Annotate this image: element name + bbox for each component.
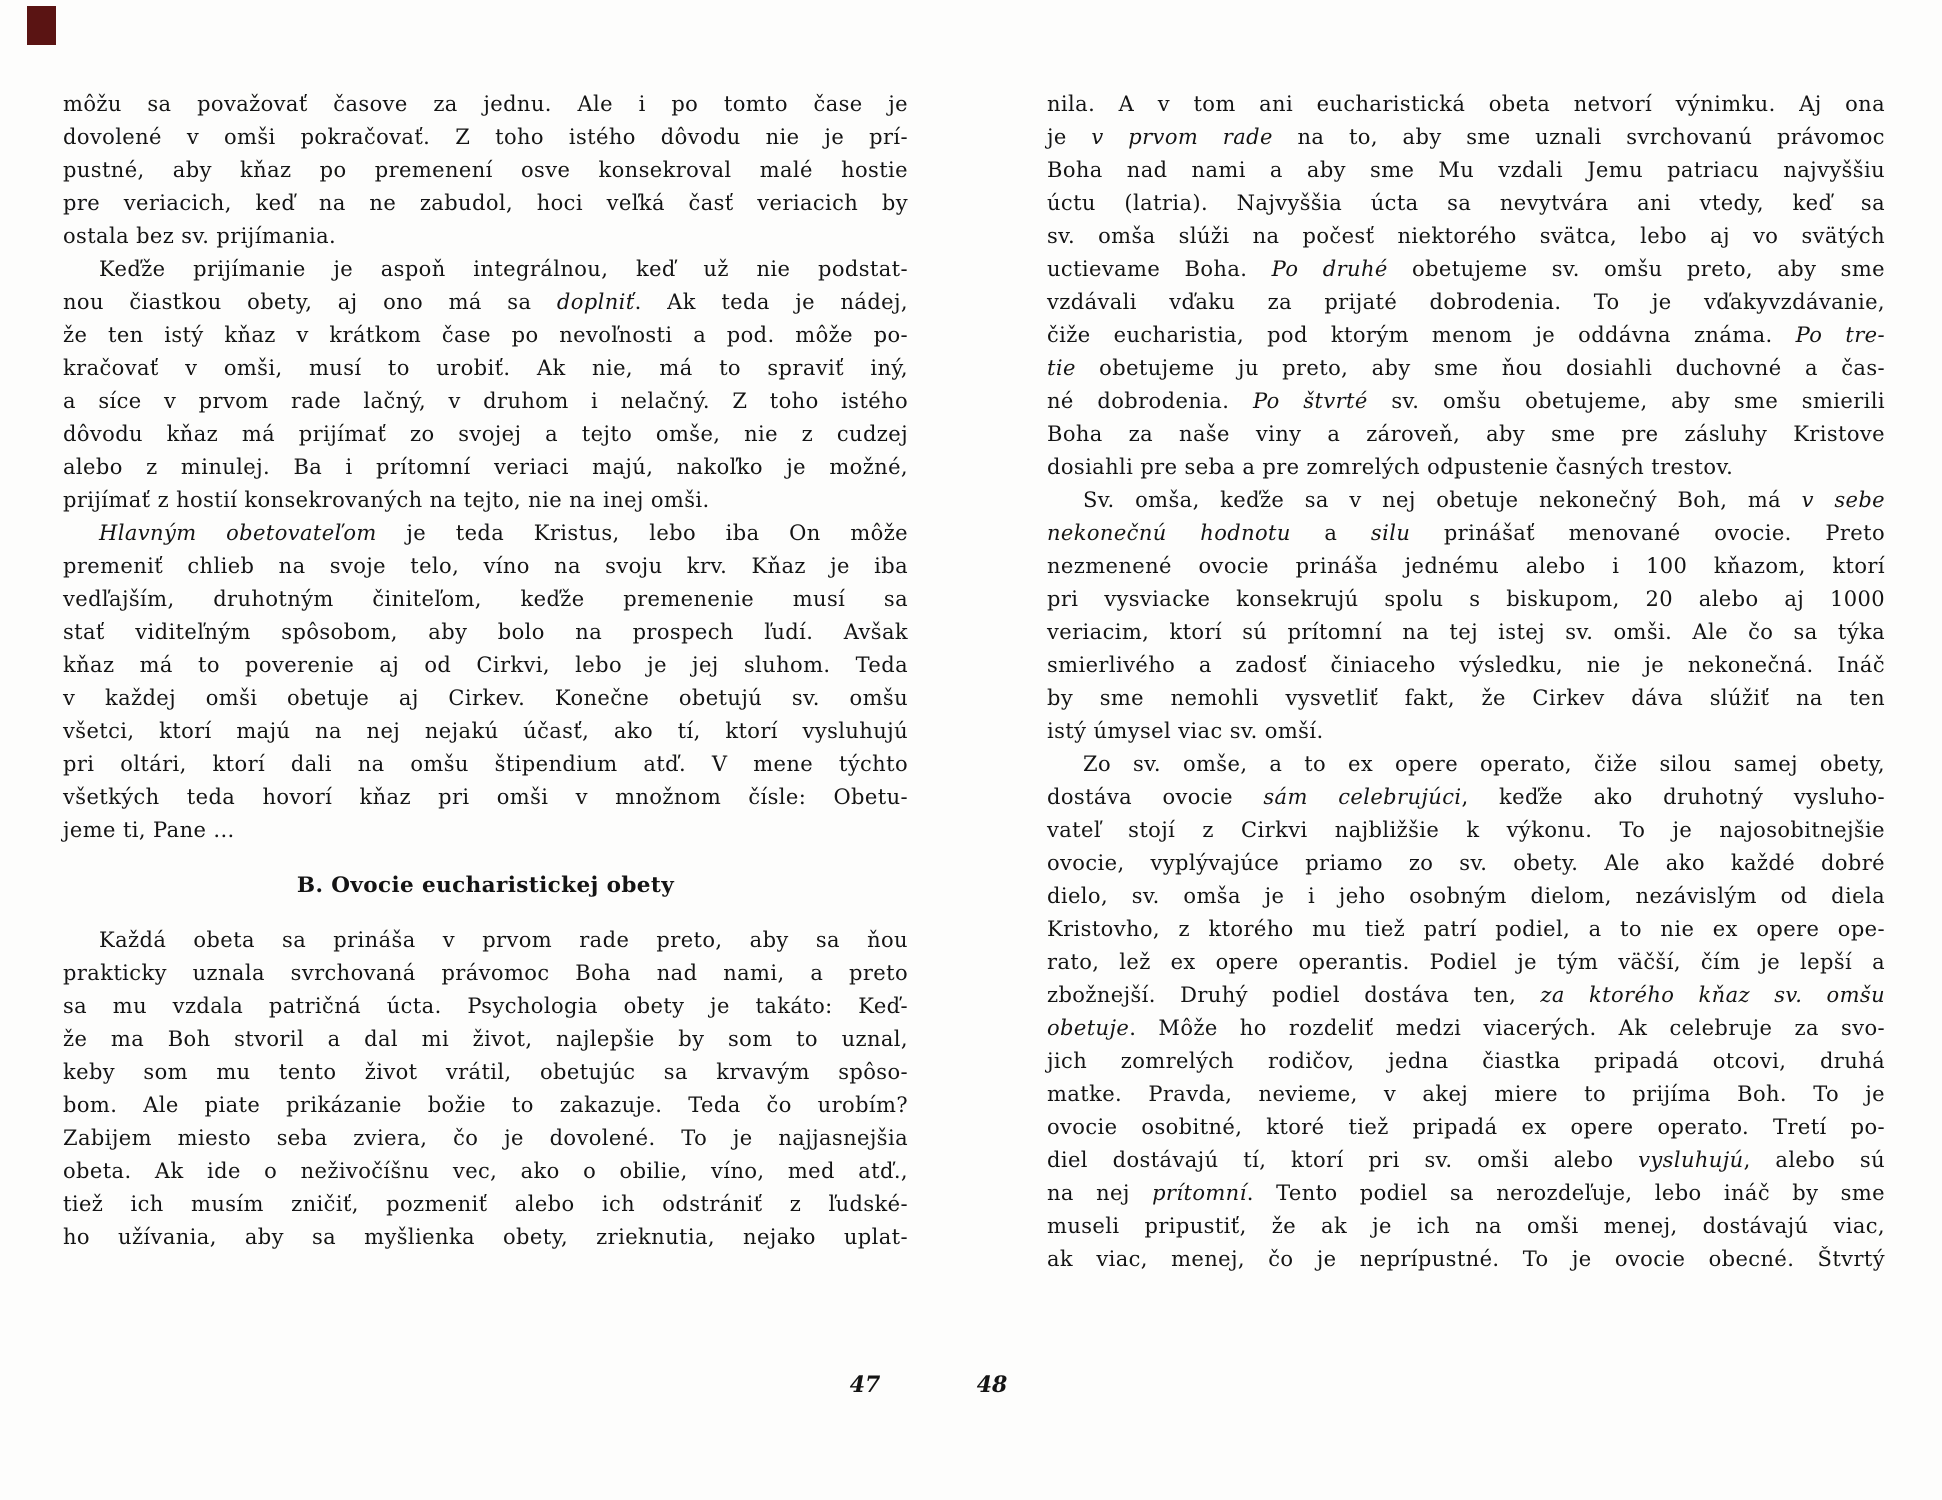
- text-line: [63, 286, 908, 319]
- text-line: [1047, 616, 1885, 649]
- text-run: a síce v prvom rade lačný, v druhom i nelačný. Z toho istého: [63, 389, 908, 413]
- text-run: diel dostávajú tí, ktorí pri sv. omši alebo: [1047, 1148, 1639, 1172]
- text-run: ostala bez sv. prijímania.: [63, 224, 337, 248]
- italic-text-run: prítomní: [1152, 1181, 1247, 1205]
- text-line: [1047, 1243, 1885, 1276]
- text-run: je: [1047, 125, 1092, 149]
- text-line: [1047, 748, 1885, 781]
- text-line: [63, 1155, 908, 1188]
- italic-text-run: silu: [1370, 521, 1411, 545]
- text-line: [1047, 1177, 1885, 1210]
- text-run: môžu sa považovať časove za jednu. Ale i po tomto čase je: [63, 92, 908, 116]
- text-line: [63, 418, 908, 451]
- text-run: Sv. omša, keďže sa v nej obetuje nekonečný Boh, má: [1083, 488, 1802, 512]
- text-line: [1047, 649, 1885, 682]
- italic-text-run: Po tre-: [1795, 323, 1885, 347]
- text-line: [1047, 1078, 1885, 1111]
- text-line: [63, 319, 908, 352]
- text-line: [63, 187, 908, 220]
- text-line: [63, 649, 908, 682]
- text-line: [1047, 847, 1885, 880]
- text-run: pre veriacich, keď na ne zabudol, hoci veľká časť veriacich by: [63, 191, 908, 215]
- text-run: dôvodu kňaz má prijímať zo svojej a tejto omše, nie z cudzej: [63, 422, 908, 446]
- text-line: [1047, 946, 1885, 979]
- text-line: [63, 748, 908, 781]
- text-run: ak viac, menej, čo je neprípustné. To je ovocie obecné. Štvrtý: [1047, 1247, 1885, 1271]
- text-run: nila. A v tom ani eucharistická obeta netvorí výnimku. Aj ona: [1047, 92, 1885, 116]
- text-run: úctu (latria). Najvyššia úcta sa nevytvára ani vtedy, keď sa: [1047, 191, 1885, 215]
- text-run: vzdávali vďaku za prijaté dobrodenia. To je vďakyvzdávanie,: [1047, 290, 1885, 314]
- text-run: čiže eucharistia, pod ktorým menom je oddávna známa.: [1047, 323, 1796, 347]
- text-run: že ten istý kňaz v krátkom čase po nevoľnosti a pod. môže po-: [63, 323, 908, 347]
- text-run: . Môže ho rozdeliť medzi viacerých. Ak celebruje za svo-: [1129, 1016, 1885, 1040]
- text-run: na nej: [1047, 1181, 1153, 1205]
- text-line: [1047, 220, 1885, 253]
- italic-text-run: tie: [1047, 356, 1076, 380]
- italic-text-run: Po druhé: [1271, 257, 1388, 281]
- text-line: [63, 1188, 908, 1221]
- italic-text-run: Po štvrté: [1252, 389, 1368, 413]
- text-run: zbožnejší. Druhý podiel dostáva ten,: [1047, 983, 1541, 1007]
- text-run: obetujeme ju preto, aby sme ňou dosiahli duchovné a čas-: [1075, 356, 1885, 380]
- text-run: istý úmysel viac sv. omší.: [1047, 719, 1324, 743]
- text-line: [63, 121, 908, 154]
- text-line: [1047, 187, 1885, 220]
- text-line: [63, 1023, 908, 1056]
- text-line: [63, 1056, 908, 1089]
- text-run: obetujeme sv. omšu preto, aby sme: [1387, 257, 1885, 281]
- text-run: sv. omšu obetujeme, aby sme smierili: [1367, 389, 1885, 413]
- text-line: [1047, 715, 1885, 748]
- text-line: [1047, 1111, 1885, 1144]
- text-run: v každej omši obetuje aj Cirkev. Konečne obetujú sv. omšu: [63, 686, 908, 710]
- text-line: [63, 583, 908, 616]
- red-corner-mark: [27, 6, 56, 45]
- right-page-text-column: [1047, 88, 1885, 1276]
- text-line: [1047, 253, 1885, 286]
- text-run: kňaz má to poverenie aj od Cirkvi, lebo je jej sluhom. Teda: [63, 653, 908, 677]
- italic-text-run: sám celebrujúci: [1263, 785, 1462, 809]
- text-run: veriacim, ktorí sú prítomní na tej istej sv. omši. Ale čo sa týka: [1047, 620, 1885, 644]
- page-number-right: 48: [976, 1372, 1008, 1398]
- text-line: [1047, 1144, 1885, 1177]
- italic-text-run: vysluhujú: [1638, 1148, 1744, 1172]
- text-run: né dobrodenia.: [1047, 389, 1253, 413]
- text-run: a: [1290, 521, 1371, 545]
- text-run: rato, lež ex opere operantis. Podiel je tým väčší, čím je lepší a: [1047, 950, 1885, 974]
- text-line: [63, 682, 908, 715]
- text-run: ovocie osobitné, ktoré tiež pripadá ex opere operato. Tretí po-: [1047, 1115, 1885, 1139]
- text-run: prakticky uznala svrchovaná právomoc Boha nad nami, a preto: [63, 961, 908, 985]
- text-run: ho užívania, aby sa myšlienka obety, zrieknutia, nejako uplat-: [63, 1225, 908, 1249]
- text-run: pri vysviacke konsekrujú spolu s biskupom, 20 alebo aj 1000: [1047, 587, 1885, 611]
- text-line: [63, 1221, 908, 1254]
- text-run: museli pripustiť, že ak je ich na omši menej, dostávajú viac,: [1047, 1214, 1885, 1238]
- text-run: alebo z minulej. Ba i prítomní veriaci majú, nakoľko je možné,: [63, 455, 908, 479]
- text-line: [1047, 121, 1885, 154]
- text-run: pustné, aby kňaz po premenení osve konsekroval malé hostie: [63, 158, 908, 182]
- text-line: [63, 517, 908, 550]
- text-run: nezmenené ovocie prináša jednému alebo i 100 kňazom, ktorí: [1047, 554, 1885, 578]
- text-run: matke. Pravda, nevieme, v akej miere to prijíma Boh. To je: [1047, 1082, 1885, 1106]
- text-run: Kristovho, z ktorého mu tiež patrí podiel, a to nie ex opere ope-: [1047, 917, 1885, 941]
- text-run: že ma Boh stvoril a dal mi život, najlepšie by som to uznal,: [63, 1027, 908, 1051]
- text-run: ovocie, vyplývajúce priamo zo sv. obety. Ale ako každé dobré: [1047, 851, 1885, 875]
- text-line: [1047, 154, 1885, 187]
- text-line: [1047, 451, 1885, 484]
- text-line: [1047, 484, 1885, 517]
- text-line: [63, 220, 908, 253]
- text-line: [1047, 1045, 1885, 1078]
- text-run: smierlivého a zadosť činiaceho výsledku, nie je nekonečná. Ináč: [1047, 653, 1885, 677]
- text-line: [63, 1089, 908, 1122]
- text-run: . Ak teda je nádej,: [634, 290, 908, 314]
- text-line: [63, 88, 908, 121]
- italic-text-run: obetuje: [1047, 1016, 1130, 1040]
- text-run: stať viditeľným spôsobom, aby bolo na prospech ľudí. Avšak: [63, 620, 908, 644]
- text-run: , keďže ako druhotný vysluho-: [1461, 785, 1885, 809]
- text-run: je teda Kristus, lebo iba On môže: [376, 521, 908, 545]
- text-line: [1047, 1210, 1885, 1243]
- text-line: [1047, 682, 1885, 715]
- text-line: [63, 451, 908, 484]
- text-line: [63, 814, 908, 847]
- text-line: [1047, 517, 1885, 550]
- text-line: [1047, 781, 1885, 814]
- text-line: [1047, 418, 1885, 451]
- text-run: sv. omša slúži na počesť niektorého svätca, lebo aj vo svätých: [1047, 224, 1885, 248]
- text-line: [1047, 880, 1885, 913]
- text-run: obeta. Ak ide o neživočíšnu vec, ako o obilie, víno, med atď.,: [63, 1159, 908, 1183]
- italic-text-run: v prvom rade: [1091, 125, 1273, 149]
- text-run: premeniť chlieb na svoje telo, víno na svoju krv. Kňaz je iba: [63, 554, 908, 578]
- text-run: dovolené v omši pokračovať. Z toho istého dôvodu nie je prí-: [63, 125, 908, 149]
- text-run: jich zomrelých rodičov, jedna čiastka pripadá otcovi, druhá: [1047, 1049, 1885, 1073]
- italic-text-run: Hlavným obetovateľom: [99, 521, 377, 545]
- text-line: [63, 990, 908, 1023]
- text-run: nou čiastkou obety, aj ono má sa: [63, 290, 557, 314]
- text-line: [63, 484, 908, 517]
- text-run: všetkých teda hovorí kňaz pri omši v množnom čísle: Obetu-: [63, 785, 908, 809]
- text-line: [63, 385, 908, 418]
- text-run: vedľajším, druhotným činiteľom, keďže premenenie musí sa: [63, 587, 908, 611]
- text-run: uctievame Boha.: [1047, 257, 1272, 281]
- text-line: [1047, 352, 1885, 385]
- text-line: [63, 715, 908, 748]
- text-run: Boha nad nami a aby sme Mu vzdali Jemu patriacu najvyššiu: [1047, 158, 1885, 182]
- text-run: vateľ stojí z Cirkvi najbližšie k výkonu. To je najosobitnejšie: [1047, 818, 1885, 842]
- text-line: [1047, 319, 1885, 352]
- text-line: [1047, 1012, 1885, 1045]
- section-heading: B. Ovocie eucharistickej obety: [296, 873, 675, 898]
- text-line: [1047, 286, 1885, 319]
- text-run: pri oltári, ktorí dali na omšu štipendium atď. V mene týchto: [63, 752, 908, 776]
- text-run: dosiahli pre seba a pre zomrelých odpustenie časných trestov.: [1047, 455, 1734, 479]
- text-line: [1047, 550, 1885, 583]
- text-line: [1047, 385, 1885, 418]
- text-run: Každá obeta sa prináša v prvom rade preto, aby sa ňou: [99, 928, 908, 952]
- text-line: [1047, 88, 1885, 121]
- text-run: Zabijem miesto seba zviera, čo je dovolené. To je najjasnejšia: [63, 1126, 908, 1150]
- text-line: [63, 616, 908, 649]
- text-line: [63, 924, 908, 957]
- italic-text-run: v sebe: [1801, 488, 1886, 512]
- text-run: bom. Ale piate prikázanie božie to zakazuje. Teda čo urobím?: [63, 1093, 908, 1117]
- text-line: [63, 154, 908, 187]
- italic-text-run: nekonečnú hodnotu: [1047, 521, 1291, 545]
- text-line: [1047, 979, 1885, 1012]
- text-run: , alebo sú: [1743, 1148, 1885, 1172]
- left-page-text-column: [63, 88, 908, 1254]
- text-run: kračovať v omši, musí to urobiť. Ak nie, má to spraviť iný,: [63, 356, 908, 380]
- text-run: dostáva ovocie: [1047, 785, 1264, 809]
- text-line: [1047, 814, 1885, 847]
- text-run: dielo, sv. omša je i jeho osobným dielom, nezávislým od diela: [1047, 884, 1885, 908]
- text-run: Keďže prijímanie je aspoň integrálnou, keď už nie podstat-: [99, 257, 908, 281]
- text-line: [1047, 583, 1885, 616]
- text-line: [63, 253, 908, 286]
- text-line: [63, 781, 908, 814]
- text-line: [1047, 913, 1885, 946]
- text-line: [63, 1122, 908, 1155]
- text-line: [63, 957, 908, 990]
- text-line: [63, 550, 908, 583]
- text-run: keby som mu tento život vrátil, obetujúc sa krvavým spôso-: [63, 1060, 908, 1084]
- italic-text-run: za ktorého kňaz sv. omšu: [1540, 983, 1885, 1007]
- text-run: všetci, ktorí majú na nej nejakú účasť, ako tí, ktorí vysluhujú: [63, 719, 908, 743]
- text-run: . Tento podiel sa nerozdeľuje, lebo ináč by sme: [1246, 1181, 1885, 1205]
- page-number-left: 47: [849, 1372, 881, 1398]
- text-run: na to, aby sme uznali svrchovanú právomoc: [1272, 125, 1885, 149]
- text-run: Zo sv. omše, a to ex opere operato, čiže silou samej obety,: [1083, 752, 1885, 776]
- text-run: jeme ti, Pane ...: [63, 818, 235, 842]
- text-line: [63, 352, 908, 385]
- text-run: prinášať menované ovocie. Preto: [1410, 521, 1886, 545]
- text-run: tiež ich musím zničiť, pozmeniť alebo ich odstrániť z ľudské-: [63, 1192, 908, 1216]
- text-run: Boha za naše viny a zároveň, aby sme pre zásluhy Kristove: [1047, 422, 1885, 446]
- text-run: sa mu vzdala patričná úcta. Psychologia obety je takáto: Keď-: [63, 994, 908, 1018]
- italic-text-run: doplniť: [556, 290, 635, 314]
- text-run: prijímať z hostií konsekrovaných na tejto, nie na inej omši.: [63, 488, 710, 512]
- text-run: by sme nemohli vysvetliť fakt, že Cirkev dáva slúžiť na ten: [1047, 686, 1885, 710]
